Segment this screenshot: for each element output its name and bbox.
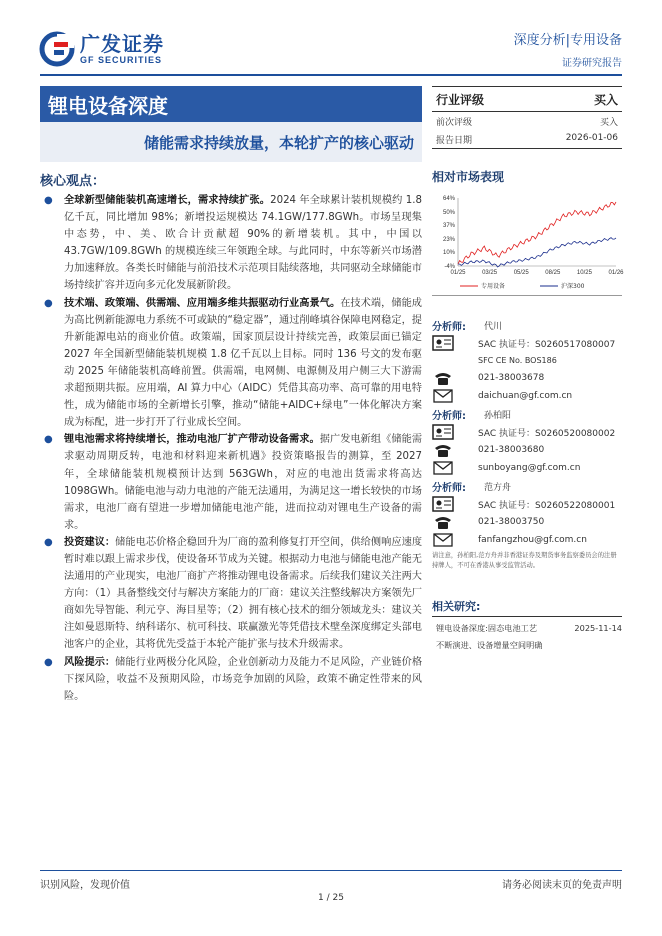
related-research-list — [436, 620, 622, 654]
bullet-dot-icon: ● — [44, 297, 53, 309]
bullet-text: 2024 年全球累计装机规模约 1.8 亿千瓦，同比增加 98%；新增投运规模达 74.1GW/177.8GWh。市场呈现集中态势，中、美、欧合计贡献超 90%的新增装机。其中，中国以 43.7GW/109.8GWh 的规模连续三年领跑全球。与此同时，中东等新兴市场潜力加速释放。各类长时储能与前沿技术示范项目陆续落地，共同驱动全球储能市场持续扩容并迈向多元化发展新阶段。 — [64, 195, 422, 292]
analyst-name: 代川 — [484, 321, 503, 332]
bullet-text: 储能行业两极分化风险，企业创新动力及能力不足风险，产业链价格下探风险，收益不及预期风险，市场竞争加剧的风险，政策不确定性带来的风险。 — [64, 656, 423, 702]
phone-icon — [432, 442, 454, 458]
y-tick-label: 64% — [442, 196, 455, 202]
y-tick-label: -4% — [444, 264, 455, 270]
analyst-label: 分析师: — [432, 410, 466, 422]
email-icon — [432, 460, 454, 476]
series-line-sector — [458, 202, 616, 264]
id-card-icon — [432, 335, 454, 351]
series-line-index — [458, 238, 616, 267]
bullet-item — [40, 192, 422, 295]
rating-value: 买入 — [593, 93, 618, 107]
y-tick-label: 50% — [442, 210, 455, 216]
market-chart — [432, 186, 622, 296]
x-tick-label: 05/25 — [513, 270, 529, 276]
bullet-item — [40, 534, 422, 654]
email-icon — [432, 388, 454, 404]
related-research-title: 相关研究: — [432, 598, 622, 617]
phone-icon — [432, 370, 454, 386]
report-subtype: 证券研究报告 — [562, 58, 622, 69]
bullet-heading: 全球新型储能装机高速增长，需求持续扩张。 — [64, 195, 271, 206]
id-card-icon — [432, 496, 454, 512]
prev-rating-label: 前次评级 — [436, 118, 473, 128]
bullet-heading: 风险提示： — [64, 656, 116, 668]
analyst-phone: 021-38003678 — [478, 373, 545, 383]
y-tick-label: 10% — [442, 250, 455, 256]
analyst-sac: SAC 执证号：S0260517080007 — [478, 339, 616, 350]
related-item-date: 2025-11-14 — [574, 623, 622, 633]
bullet-item — [40, 654, 422, 705]
id-card-icon — [432, 424, 454, 440]
subtitle-band — [40, 122, 422, 162]
footer-slogan: 识别风险，发现价值 — [40, 880, 130, 891]
y-tick-label: 23% — [442, 237, 455, 243]
bullet-text: 储能电芯价格企稳回升为厂商的盈利修复打开空间，供给侧响应速度暂时难以跟上需求步伐，使设备环节成为关键。根据动力电池与储能电池产能无法通用的产业现实，电池厂商扩产将推动锂电设备需求。后续我们建议关注两大方向：（1）具备整线交付与解决方案能力的厂商：建议关注整线解决方案领先厂商如先导智能、利元亨、海目星等；（2）拥有核心技术的细分领域龙头：建议关注如曼恩斯特、纳科诺尔、杭可科技、联赢激光等凭借技术壁垒深度绑定头部电池客户的企业，其将优先受益于本轮产能扩张与技术升级需求。 — [64, 536, 423, 651]
bullet-dot-icon: ● — [44, 434, 53, 446]
bullet-heading: 锂电池需求将持续增长，推动电池厂扩产带动设备需求。 — [64, 434, 320, 446]
analyst-sac: SAC 执证号：S0260520080002 — [478, 428, 616, 439]
page-subtitle: 储能需求持续放量，本轮扩产的核心驱动 — [143, 134, 414, 152]
x-tick-label: 01/25 — [450, 270, 466, 276]
page-number: 1 / 25 — [318, 893, 344, 903]
bullet-item — [40, 431, 422, 534]
bullet-text: 在技术端，储能成为高比例新能源电力系统不可或缺的“稳定器”，通过削峰填谷保障电网稳定，提升新能源电站的商业价值。政策端，国家顶层设计持续完善，政策层面已锚定 2027 年全国新型储能装机规模 1.8 亿千瓦以上目标。同时 136 号文的发布驱动 2025 年储能装机高峰前置。供需端，电网侧、电源侧及用户侧三大下游需求超预期共振。应用端，AI 算力中心（AIDC）凭借其高功率、高可靠的用电特性，成为储能市场的全新增长引擎，推动“储能+AIDC+绿电”一体化解决方案成为标配，进一步打开了行业成长空间。 — [64, 297, 422, 429]
bullet-dot-icon: ● — [44, 195, 53, 206]
logo-en-text: GF SECURITIES — [80, 55, 163, 65]
report-date-value: 2026-01-06 — [565, 133, 618, 143]
legend-label-index: 沪深300 — [561, 283, 585, 290]
analyst-label: 分析师: — [432, 482, 466, 494]
analyst-sac: SAC 执证号：S0260522080001 — [478, 500, 616, 511]
bullet-dot-icon: ● — [44, 656, 53, 668]
page-title: 锂电设备深度 — [48, 94, 168, 118]
y-tick-label: 37% — [442, 223, 455, 229]
bullet-item — [40, 295, 422, 432]
logo-cn-text: 广发证券 — [80, 32, 164, 56]
analyst-phone: 021-38003680 — [478, 445, 545, 455]
footer-disclaimer-note: 请务必阅读末页的免责声明 — [502, 880, 622, 891]
analyst-panel — [432, 316, 622, 571]
analyst-sfc: SFC CE No. BOS186 — [478, 356, 557, 365]
analyst-email[interactable]: daichuan@gf.com.cn — [478, 391, 573, 401]
rating-label: 行业评级 — [436, 93, 485, 107]
analyst-name: 孙柏阳 — [484, 410, 512, 421]
bullet-text: 据广发电新组《储能需求驱动周期反转，电池和材料迎来新机遇》投资策略报告的测算，至 2027 年，全球储能装机规模预计达到 563GWh，对应的电池出货需求将高达 1098GWh。储能电池与动力电池的产能无法通用，为满足这一增长较快的市场需求，电池厂商有望进一步增加储能电池产能，进而拉动对锂电生产设备的需求。 — [64, 434, 423, 531]
analyst-label: 分析师: — [432, 321, 466, 333]
core-view-title: 核心观点： — [40, 174, 106, 189]
x-tick-label: 10/25 — [576, 270, 592, 276]
x-tick-label: 03/25 — [482, 270, 498, 276]
report-type: 深度分析|专用设备 — [513, 33, 622, 48]
analyst-disclaimer: 请注意，孙柏阳,范方舟并非香港证券及期货事务监察委员会的注册持牌人，不可在香港从事受监管活动。 — [432, 552, 617, 569]
analyst-email[interactable]: fanfangzhou@gf.com.cn — [478, 535, 587, 545]
market-chart-svg — [432, 186, 622, 296]
related-item-title[interactable]: 锂电设备深度:固态电池工艺 — [436, 623, 538, 633]
prev-rating-value: 买入 — [599, 118, 618, 128]
header-divider — [40, 74, 622, 76]
title-band — [40, 86, 422, 122]
core-view-body — [40, 192, 422, 705]
x-tick-label: 08/25 — [545, 270, 561, 276]
footer-divider — [40, 870, 622, 871]
phone-icon — [432, 514, 454, 530]
gf-logo-icon — [40, 32, 74, 66]
related-item-title[interactable]: 不断演进、设备增量空间明确 — [436, 640, 543, 650]
bullet-heading: 投资建议： — [64, 536, 116, 548]
analyst-phone: 021-38003750 — [478, 517, 545, 527]
bullet-heading: 技术端、政策端、供需端、应用端多维共振驱动行业高景气。 — [64, 297, 341, 309]
company-logo — [40, 28, 164, 70]
market-chart-title: 相对市场表现 — [432, 170, 505, 184]
rating-box — [432, 86, 622, 149]
analyst-name: 范方舟 — [484, 482, 512, 493]
analyst-email[interactable]: sunboyang@gf.com.cn — [478, 463, 581, 473]
legend-label-sector: 专用设备 — [481, 283, 506, 290]
report-date-label: 报告日期 — [436, 136, 473, 146]
email-icon — [432, 532, 454, 548]
x-tick-label: 01/26 — [608, 270, 624, 276]
bullet-dot-icon: ● — [44, 536, 53, 548]
